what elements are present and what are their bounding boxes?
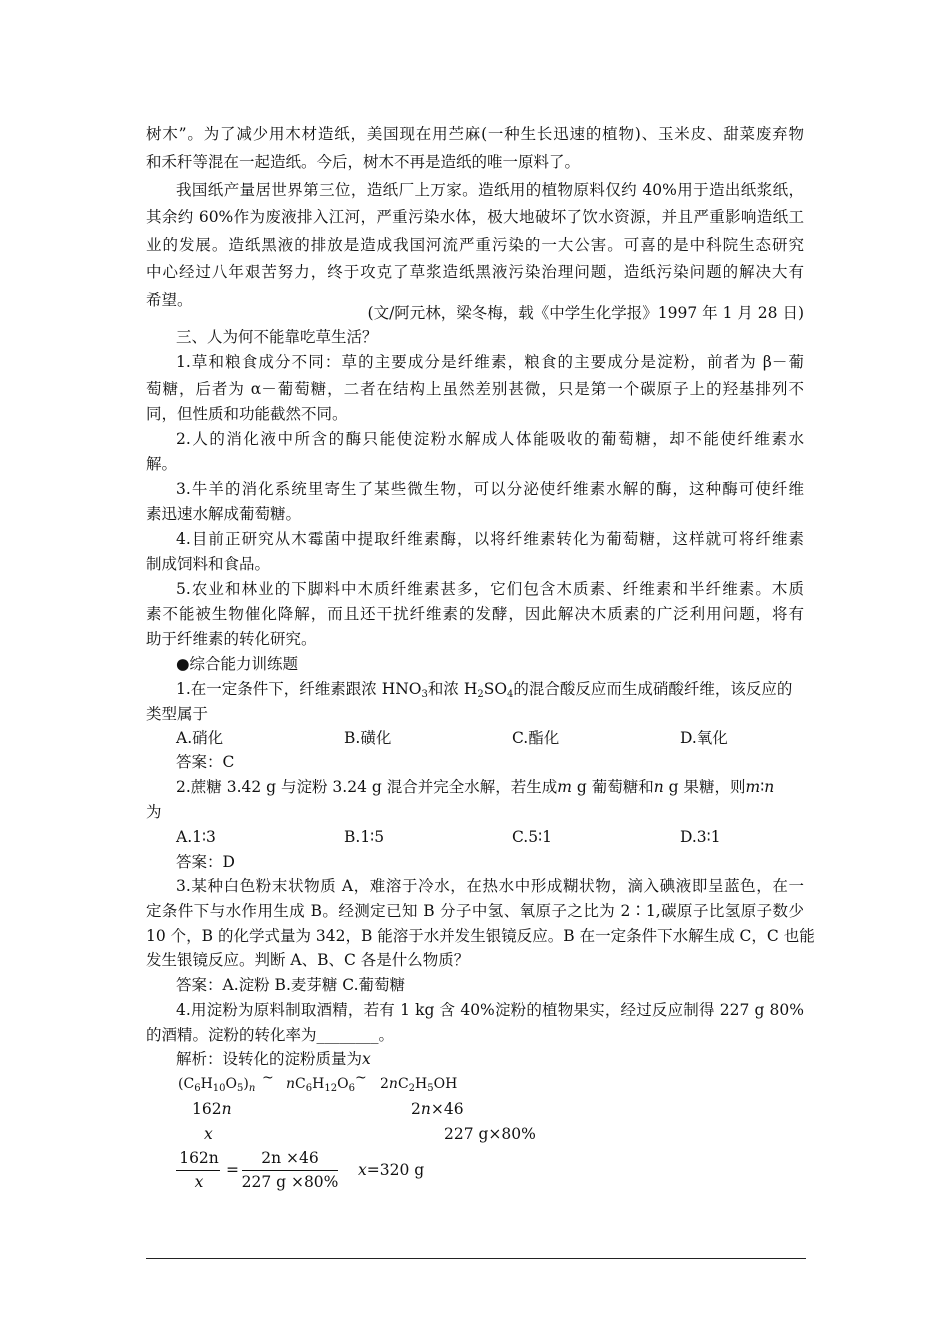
- question-2: 2.蔗糖 3.42 g 与淀粉 3.24 g 混合并完全水解，若生成m g 葡萄糖和n g 果糖，则m∶n: [176, 778, 775, 796]
- mass-starch: 162n: [192, 1100, 232, 1118]
- mass-ethanol: 2n×46: [411, 1100, 464, 1118]
- para-line: 5.农业和林业的下脚料中木质纤维素甚多，它们包含木质素、纤维素和半纤维素。木质: [176, 580, 804, 598]
- question-2-cont: 为: [146, 803, 162, 821]
- question-3-cont: 发生银镜反应。判断 A、B、C 各是什么物质？: [146, 951, 470, 969]
- para-line: 和禾秆等混在一起造纸。今后，树木不再是造纸的唯一原料了。: [146, 153, 581, 171]
- question-1: 1.在一定条件下，纤维素跟浓 $HNO_3$和浓 $H_2SO_4$的混合酸反应而生成硝酸纤维，该反应的: [176, 680, 793, 700]
- question-4-cont: 的酒精。淀粉的转化率为________。: [146, 1026, 395, 1044]
- para-line: 萄糖，后者为 α－葡萄糖，二者在结构上虽然差别甚微，只是第一个碳原子上的羟基排列不: [146, 380, 804, 398]
- q1-option-d: D.氧化: [680, 729, 728, 747]
- question-3: 3.某种白色粉末状物质 A，难溶于冷水，在热水中形成糊状物，滴入碘液即呈蓝色，在一: [176, 877, 804, 895]
- citation: (文/阿元林，梁冬梅，载《中学生化学报》1997 年 1 月 28 日): [367, 304, 804, 322]
- tilde-sign: ~: [262, 1070, 274, 1086]
- q1-option-c: C.酯化: [512, 729, 560, 747]
- q3-answer: 答案：A.淀粉 B.麦芽糖 C.葡萄糖: [176, 976, 406, 994]
- fraction-rhs-denominator: 227 g ×80%: [241, 1173, 339, 1191]
- tilde-sign: ~: [355, 1070, 367, 1086]
- question-1-cont: 类型属于: [146, 705, 209, 723]
- q2-option-c: C.5∶1: [512, 828, 552, 846]
- para-line: 助于纤维素的转化研究。: [146, 630, 317, 648]
- para-line: 1.草和粮食成分不同：草的主要成分是纤维素，粮食的主要成分是淀粉，前者为 β－葡: [176, 353, 804, 371]
- para-line: 其余约 60%作为废液排入江河，严重污染水体，极大地破坏了饮水资源，并且严重影响造纸工: [146, 208, 804, 226]
- para-line: 素迅速水解成葡萄糖。: [146, 505, 302, 523]
- q2-answer: 答案：D: [176, 853, 235, 871]
- para-line: 树木”。为了减少用木材造纸，美国现在用苎麻(一种生长迅速的植物)、玉米皮、甜菜废弃物: [146, 125, 804, 143]
- para-line: 4.目前正研究从木霉菌中提取纤维素酶，以将纤维素转化为葡萄糖，这样就可将纤维素: [176, 530, 804, 548]
- q2-option-d: D.3∶1: [680, 828, 721, 846]
- para-line: 3.牛羊的消化系统里寄生了某些微生物，可以分泌使纤维素水解的酶，这种酶可使纤维: [176, 480, 804, 498]
- para-line: 业的发展。造纸黑液的排放是造成我国河流严重污染的一大公害。可喜的是中科院生态研究: [146, 236, 804, 254]
- para-line: 素不能被生物催化降解，而且还干扰纤维素的发酵，因此解决木质素的广泛利用问题，将有: [146, 605, 804, 623]
- q2-option-b: B.1∶5: [344, 828, 385, 846]
- para-line: 制成饲料和食品。: [146, 555, 271, 573]
- equals-sign: =: [226, 1161, 239, 1179]
- fraction-bar: [176, 1170, 220, 1171]
- para-line: 同，但性质和功能截然不同。: [146, 405, 348, 423]
- exercise-heading: ●综合能力训练题: [176, 655, 299, 673]
- question-3-cont: 10 个，B 的化学式量为 342，B 能溶于水并发生银镜反应。B 在一定条件下水解生成 C，C 也能: [146, 927, 815, 945]
- para-line: 解。: [146, 455, 178, 473]
- section-heading: 三、人为何不能靠吃草生活？: [176, 328, 378, 346]
- fraction-lhs-numerator: 162n: [179, 1149, 219, 1167]
- question-4: 4.用淀粉为原料制取酒精，若有 1 kg 含 40%淀粉的植物果实，经过反应制得 227 g 80%: [176, 1001, 804, 1019]
- q1-answer: 答案：C: [176, 753, 235, 771]
- footer-divider: [146, 1258, 806, 1259]
- para-line: 希望。: [146, 291, 193, 309]
- mass-actual: 227 g×80%: [444, 1125, 536, 1143]
- fraction-rhs-numerator: 2n ×46: [261, 1149, 319, 1167]
- para-line: 2.人的消化液中所含的酶只能使淀粉水解成人体能吸收的葡萄糖，却不能使纤维素水: [176, 430, 804, 448]
- reaction-ethanol: $2nC_2H_5OH$: [380, 1076, 458, 1094]
- q1-option-a: A.硝化: [176, 729, 224, 747]
- reaction-glucose: $nC_6H_{12}O_6$: [286, 1076, 355, 1094]
- solution-intro: 解析：设转化的淀粉质量为x: [176, 1050, 371, 1068]
- fraction-lhs-denominator: x: [194, 1173, 204, 1191]
- question-3-cont: 定条件下与水作用生成 B。经测定已知 B 分子中氢、氧原子之比为 2∶1,碳原子比氢原子数少: [146, 902, 804, 920]
- q1-option-b: B.磺化: [344, 729, 392, 747]
- fraction-bar: [242, 1170, 338, 1171]
- para-line: 中心经过八年艰苦努力，终于攻克了草浆造纸黑液污染治理问题，造纸污染问题的解决大有: [146, 263, 804, 281]
- q2-option-a: A.1∶3: [176, 828, 216, 846]
- result: x=320 g: [358, 1161, 425, 1179]
- reaction-reactant: $(C_6H_{10}O_5)_n$: [178, 1076, 256, 1094]
- para-line: 我国纸产量居世界第三位，造纸厂上万家。造纸用的植物原料仅约 40%用于造出纸浆纸，: [176, 181, 804, 199]
- unknown-x: x: [204, 1125, 213, 1143]
